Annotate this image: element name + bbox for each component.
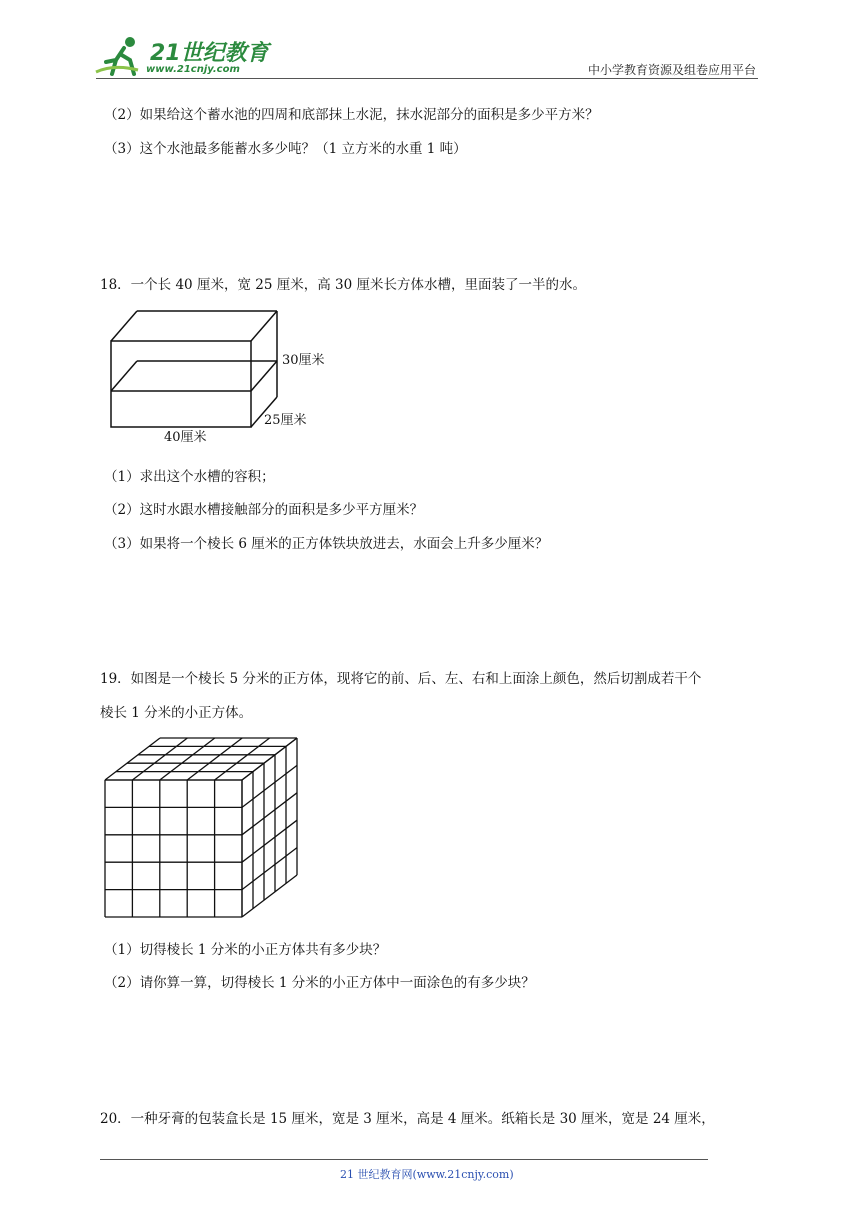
cube-grid-line [105,738,160,780]
q19-stem-line1: 19．如图是一个棱长 5 分米的正方体，现将它的前、后、左、右和上面涂上颜色，然后切割成若干个 [100,671,702,687]
cube-grid-line [132,738,187,780]
q17-sub3: （3）这个水池最多能蓄水多少吨？（1 立方米的水重 1 吨） [104,141,467,157]
q18-stem: 18．一个长 40 厘米，宽 25 厘米，高 30 厘米长方体水槽，里面装了一半的水。 [100,277,586,293]
q18-sub3: （3）如果将一个棱长 6 厘米的正方体铁块放进去，水面会上升多少厘米？ [104,536,549,552]
footer-divider [100,1159,708,1160]
cube-grid-line [242,875,297,917]
q20-stem: 20．一种牙膏的包装盒长是 15 厘米，宽是 3 厘米，高是 4 厘米。纸箱长是 30 厘米，宽是 24 厘米， [100,1111,715,1127]
cube-grid-line [215,738,270,780]
footer-text: 21 世纪教育网(www.21cnjy.com) [340,1168,514,1181]
cube-grid-line [242,738,297,780]
logo-runner-icon [94,34,150,78]
q18-sub2: （2）这时水跟水槽接触部分的面积是多少平方厘米？ [104,502,424,518]
q18-sub1: （1）求出这个水槽的容积； [104,469,275,485]
cube-grid-line [242,820,297,862]
tank-width-label: 25厘米 [264,413,307,428]
tank-length-label: 40厘米 [164,430,207,445]
cube-grid-line [160,738,215,780]
q19-stem-line2: 棱长 1 分米的小正方体。 [100,705,253,721]
cube-grid-line [242,793,297,835]
cube-grid-figure [100,736,304,926]
header-divider [96,78,758,79]
q17-sub2: （2）如果给这个蓄水池的四周和底部抹上水泥，抹水泥部分的面积是多少平方米？ [104,107,599,123]
cube-grid-line [187,738,242,780]
logo-text: 21世纪教育 [150,41,269,66]
q19-sub1: （1）切得棱长 1 分米的小正方体共有多少块？ [104,942,387,958]
logo-url: www.21cnjy.com [146,64,240,75]
q19-sub2: （2）请你算一算，切得棱长 1 分米的小正方体中一面涂色的有多少块？ [104,975,535,991]
tank-height-label: 30厘米 [282,353,325,368]
cube-grid-line [242,848,297,890]
platform-label: 中小学教育资源及组卷应用平台 [587,63,756,77]
